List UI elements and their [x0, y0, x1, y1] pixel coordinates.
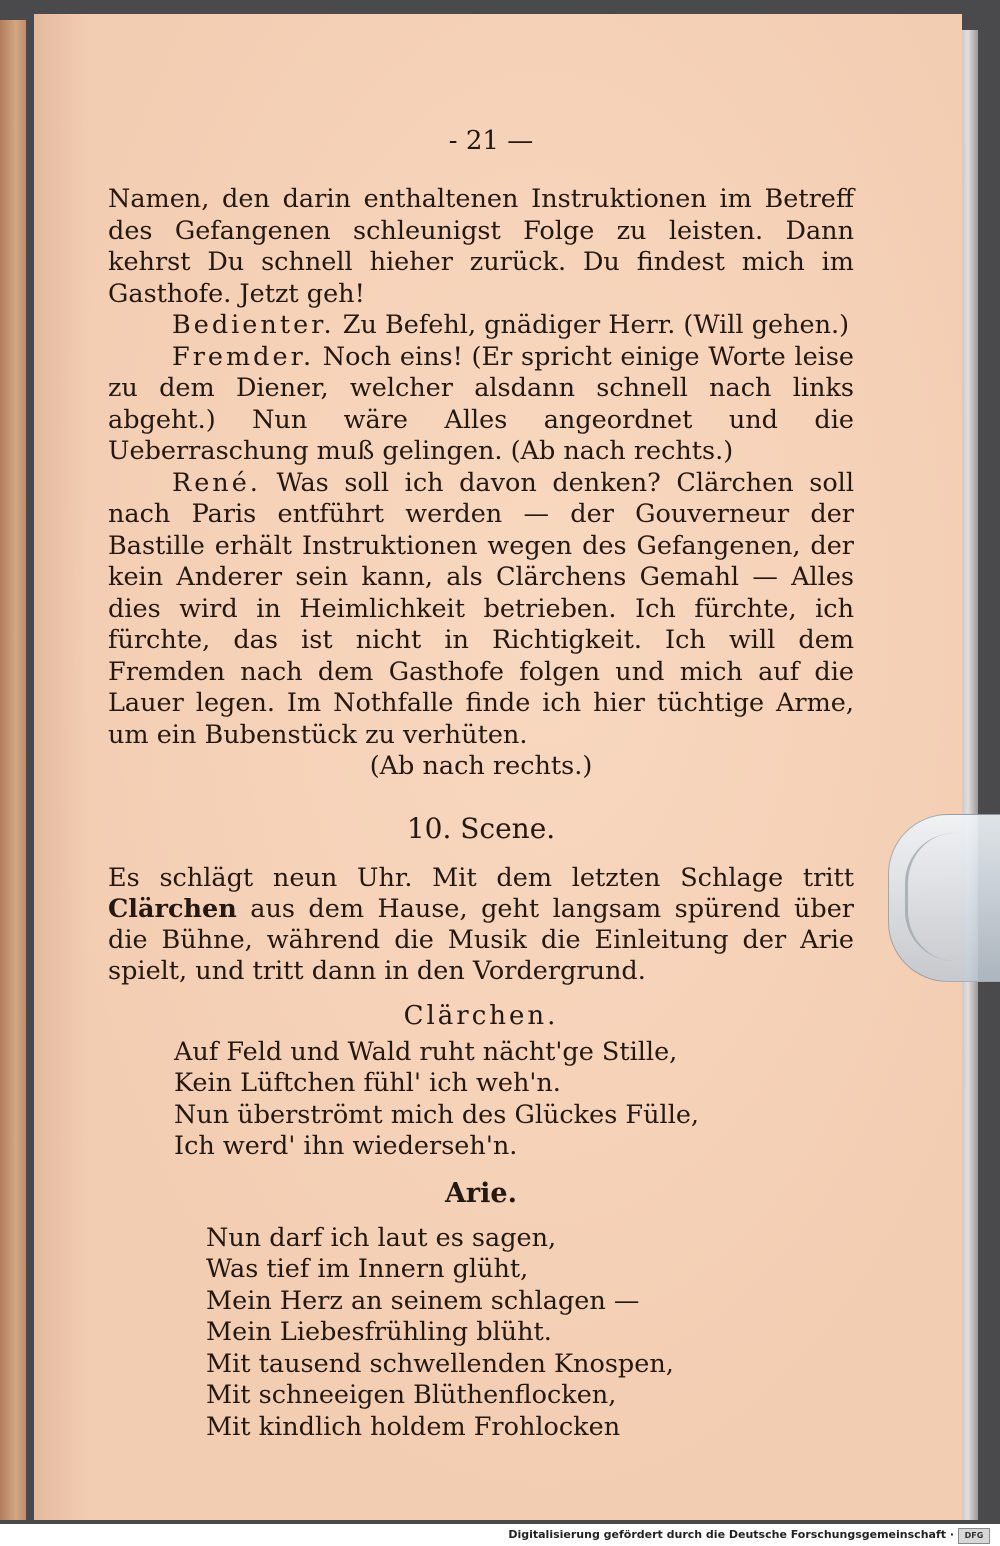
page-clip [888, 814, 1000, 982]
stage-direction-after: aus dem Hause, geht langsam spürend über die Bühne, während die Musik die Einleitung der Arie spielt, und tritt dann in den Vordergrund. [108, 893, 854, 986]
arie-line: Nun darf ich laut es sagen, [206, 1222, 557, 1253]
dialogue-rene [108, 468, 854, 752]
arie-line: Was tief im Innern glüht, [206, 1254, 529, 1284]
clip-highlight [905, 833, 988, 961]
arie-line: Mit schneeigen Blüthenflocken, [206, 1380, 617, 1410]
arie-line: Mein Liebesfrühling blüht. [206, 1317, 552, 1347]
facing-page-edge [0, 20, 26, 1520]
scene-title: 10. Scene. [406, 811, 556, 845]
arie-line: Mit tausend schwellenden Knospen, [206, 1348, 674, 1379]
arie-title: Arie. [444, 1177, 517, 1209]
speaker-name: Bedienter. [172, 310, 335, 340]
speaker-name: Fremder. [172, 341, 315, 372]
footer-bar [0, 1524, 1000, 1546]
stage-direction [108, 863, 854, 987]
verse [174, 1037, 854, 1163]
dialogue-text: Zu Befehl, gnädiger Herr. (Will gehen.) [334, 310, 850, 340]
arie-verse [206, 1223, 854, 1444]
verse-line: Nun überströmt mich des Glückes Fülle, [174, 1099, 700, 1130]
verse-line: Ich werd' ihn wiederseh'n. [174, 1131, 518, 1161]
stage-direction-name: Clärchen [108, 893, 237, 924]
dialogue-bedienter [108, 310, 854, 342]
speaker-claerchen: Clärchen. [403, 1000, 559, 1031]
speaker-name: René. [172, 467, 261, 498]
dialogue-text: Noch eins! (Er spricht einige Worte leise zu dem Diener, welcher alsdann schnell nach links abgeht.) Nun wäre Alles angeordnet und die Ueberraschung muß gelingen. (Ab nach rechts.) [108, 341, 854, 466]
page-text [108, 118, 854, 1443]
verse-line: Auf Feld und Wald ruht nächt'ge Stille, [174, 1036, 678, 1067]
footer-credit: Digitalisierung gefördert durch die Deutsche Forschungsgemeinschaft · [508, 1528, 954, 1541]
page-number: - 21 — [448, 126, 534, 156]
dfg-logo-icon: DFG [958, 1528, 990, 1544]
arie-line: Mit kindlich holdem Frohlocken [206, 1411, 621, 1442]
verse-line: Kein Lüftchen fühl' ich weh'n. [174, 1068, 561, 1098]
paragraph-1: Namen, den darin enthaltenen Instruktionen im Betreff des Gefangenen schleunigst Folge zu leisten. Dann kehrst Du schnell hieher zurück. Du findest mich im Gasthofe. Jetzt geh! [108, 184, 854, 309]
stage-direction-before: Es schlägt neun Uhr. Mit dem letzten Schlage tritt [108, 862, 854, 893]
arie-line: Mein Herz an seinem schlagen — [206, 1285, 640, 1316]
exit-direction: (Ab nach rechts.) [369, 751, 593, 781]
dialogue-text: Was soll ich davon denken? Clärchen soll nach Paris entführt werden — der Gouverneur der Bastille erhält Instruktionen wegen des Gefangenen, der kein Anderer sein kann, als Clärchens Gemahl — Alles dies wird in Heimlichkeit betrieben. Ich fürchte, ich fürchte, das ist nicht in Richtigkeit. Ich will dem Fremden nach dem Gasthofe folgen und mich auf die Lauer legen. Im Nothfalle finde ich hier tüchtige Arme, um ein Bubenstück zu verhüten. [108, 467, 854, 750]
dialogue-fremder [108, 342, 854, 468]
